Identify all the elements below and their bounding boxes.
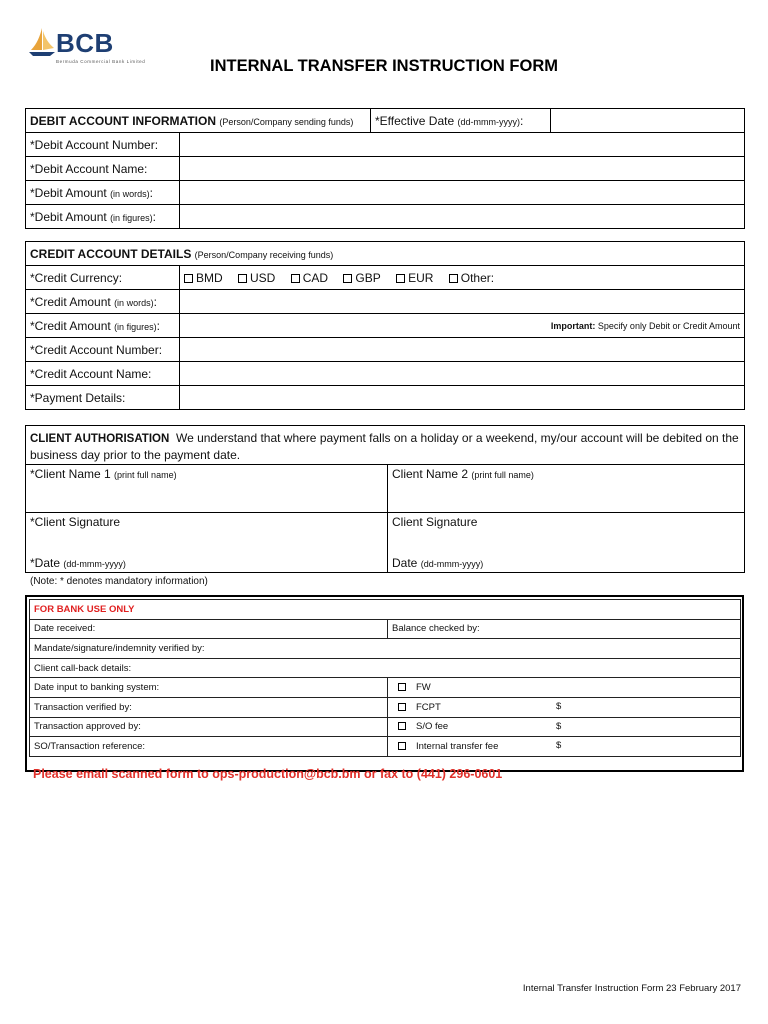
date-1-label: *Date (dd-mmm-yyyy) — [30, 556, 126, 570]
mandatory-note: (Note: * denotes mandatory information) — [30, 576, 208, 587]
fee-internal-transfer[interactable]: Internal transfer fee $ — [388, 737, 741, 757]
balance-checked-field[interactable]: Balance checked by: — [388, 619, 741, 639]
credit-amount-figures-field[interactable] — [180, 314, 745, 338]
credit-currency-options — [180, 266, 745, 290]
credit-account-number-field[interactable] — [180, 338, 745, 362]
credit-amount-words-label: *Credit Amount (in words): — [26, 290, 180, 314]
checkbox-icon[interactable] — [184, 274, 193, 283]
authorisation-header: CLIENT AUTHORISATION We understand that where payment falls on a holiday or a weekend, my/our account will be debited on the business day prior to the payment date. — [26, 426, 745, 465]
debit-account-name-label: *Debit Account Name: — [26, 157, 180, 181]
checkbox-icon[interactable] — [238, 274, 247, 283]
client-authorisation-table — [25, 425, 745, 573]
currency-option-bmd[interactable]: BMD — [184, 271, 223, 285]
date-input-field[interactable]: Date input to banking system: — [30, 678, 388, 698]
currency-option-other[interactable]: Other: — [449, 271, 494, 285]
currency-option-gbp[interactable]: GBP — [343, 271, 380, 285]
footer-text: Internal Transfer Instruction Form 23 February 2017 — [522, 983, 741, 994]
mandate-verified-field[interactable]: Mandate/signature/indemnity verified by: — [30, 639, 741, 659]
credit-currency-label: *Credit Currency: — [26, 266, 180, 290]
checkbox-icon[interactable] — [398, 742, 406, 750]
client-name-2-field[interactable]: Client Name 2 (print full name) — [388, 465, 745, 513]
checkbox-icon[interactable] — [398, 683, 406, 691]
checkbox-icon[interactable] — [343, 274, 352, 283]
important-label: Important: — [550, 320, 596, 331]
date-received-field[interactable]: Date received: — [30, 619, 388, 639]
credit-account-name-label: *Credit Account Name: — [26, 362, 180, 386]
currency-option-cad[interactable]: CAD — [291, 271, 328, 285]
transaction-reference-field[interactable]: SO/Transaction reference: — [30, 737, 388, 757]
fee-fcpt[interactable]: FCPT $ — [388, 697, 741, 717]
credit-amount-words-field[interactable] — [180, 290, 745, 314]
bank-use-header: FOR BANK USE ONLY — [30, 600, 741, 620]
debit-account-number-label: *Debit Account Number: — [26, 133, 180, 157]
effective-date-label: *Effective Date (dd-mmm-yyyy): — [371, 109, 551, 133]
email-instruction: Please email scanned form to ops-production@bcb.bm or fax to (441) 296-0601 — [33, 767, 503, 781]
client-signature-1-field[interactable]: *Client Signature *Date (dd-mmm-yyyy) — [26, 513, 388, 573]
credit-account-name-field[interactable] — [180, 362, 745, 386]
date-2-label: Date (dd-mmm-yyyy) — [392, 556, 484, 570]
payment-details-label: *Payment Details: — [26, 386, 180, 410]
credit-account-table — [25, 241, 745, 410]
checkbox-icon[interactable] — [398, 703, 406, 711]
credit-header: CREDIT ACCOUNT DETAILS (Person/Company receiving funds) — [26, 242, 745, 266]
debit-account-table — [25, 108, 745, 229]
fee-fw[interactable]: FW — [388, 678, 741, 698]
transaction-approved-field[interactable]: Transaction approved by: — [30, 717, 388, 737]
debit-account-name-field[interactable] — [180, 157, 745, 181]
checkbox-icon[interactable] — [396, 274, 405, 283]
debit-header: DEBIT ACCOUNT INFORMATION (Person/Company sending funds) — [26, 109, 371, 133]
transaction-verified-field[interactable]: Transaction verified by: — [30, 697, 388, 717]
credit-amount-figures-label: *Credit Amount (in figures): — [26, 314, 180, 338]
client-signature-2-field[interactable]: Client Signature Date (dd-mmm-yyyy) — [388, 513, 745, 573]
debit-amount-words-label: *Debit Amount (in words): — [26, 181, 180, 205]
bank-use-table — [29, 599, 741, 757]
debit-amount-figures-field[interactable] — [180, 205, 745, 229]
payment-details-field[interactable] — [180, 386, 745, 410]
logo-text: BCB — [56, 28, 114, 58]
sail-icon — [28, 26, 56, 58]
debit-amount-figures-label: *Debit Amount (in figures): — [26, 205, 180, 229]
credit-account-number-label: *Credit Account Number: — [26, 338, 180, 362]
checkbox-icon[interactable] — [449, 274, 458, 283]
page-title: INTERNAL TRANSFER INSTRUCTION FORM — [209, 57, 558, 75]
effective-date-field[interactable] — [551, 109, 745, 133]
important-text: Specify only Debit or Credit Amount — [597, 320, 740, 331]
debit-account-number-field[interactable] — [180, 133, 745, 157]
client-name-1-field[interactable]: *Client Name 1 (print full name) — [26, 465, 388, 513]
currency-option-usd[interactable]: USD — [238, 271, 275, 285]
fee-so[interactable]: S/O fee $ — [388, 717, 741, 737]
currency-option-eur[interactable]: EUR — [396, 271, 433, 285]
checkbox-icon[interactable] — [398, 722, 406, 730]
callback-details-field[interactable]: Client call-back details: — [30, 658, 741, 678]
debit-amount-words-field[interactable] — [180, 181, 745, 205]
logo-subtitle: Bermuda Commercial Bank Limited — [56, 59, 146, 64]
checkbox-icon[interactable] — [291, 274, 300, 283]
